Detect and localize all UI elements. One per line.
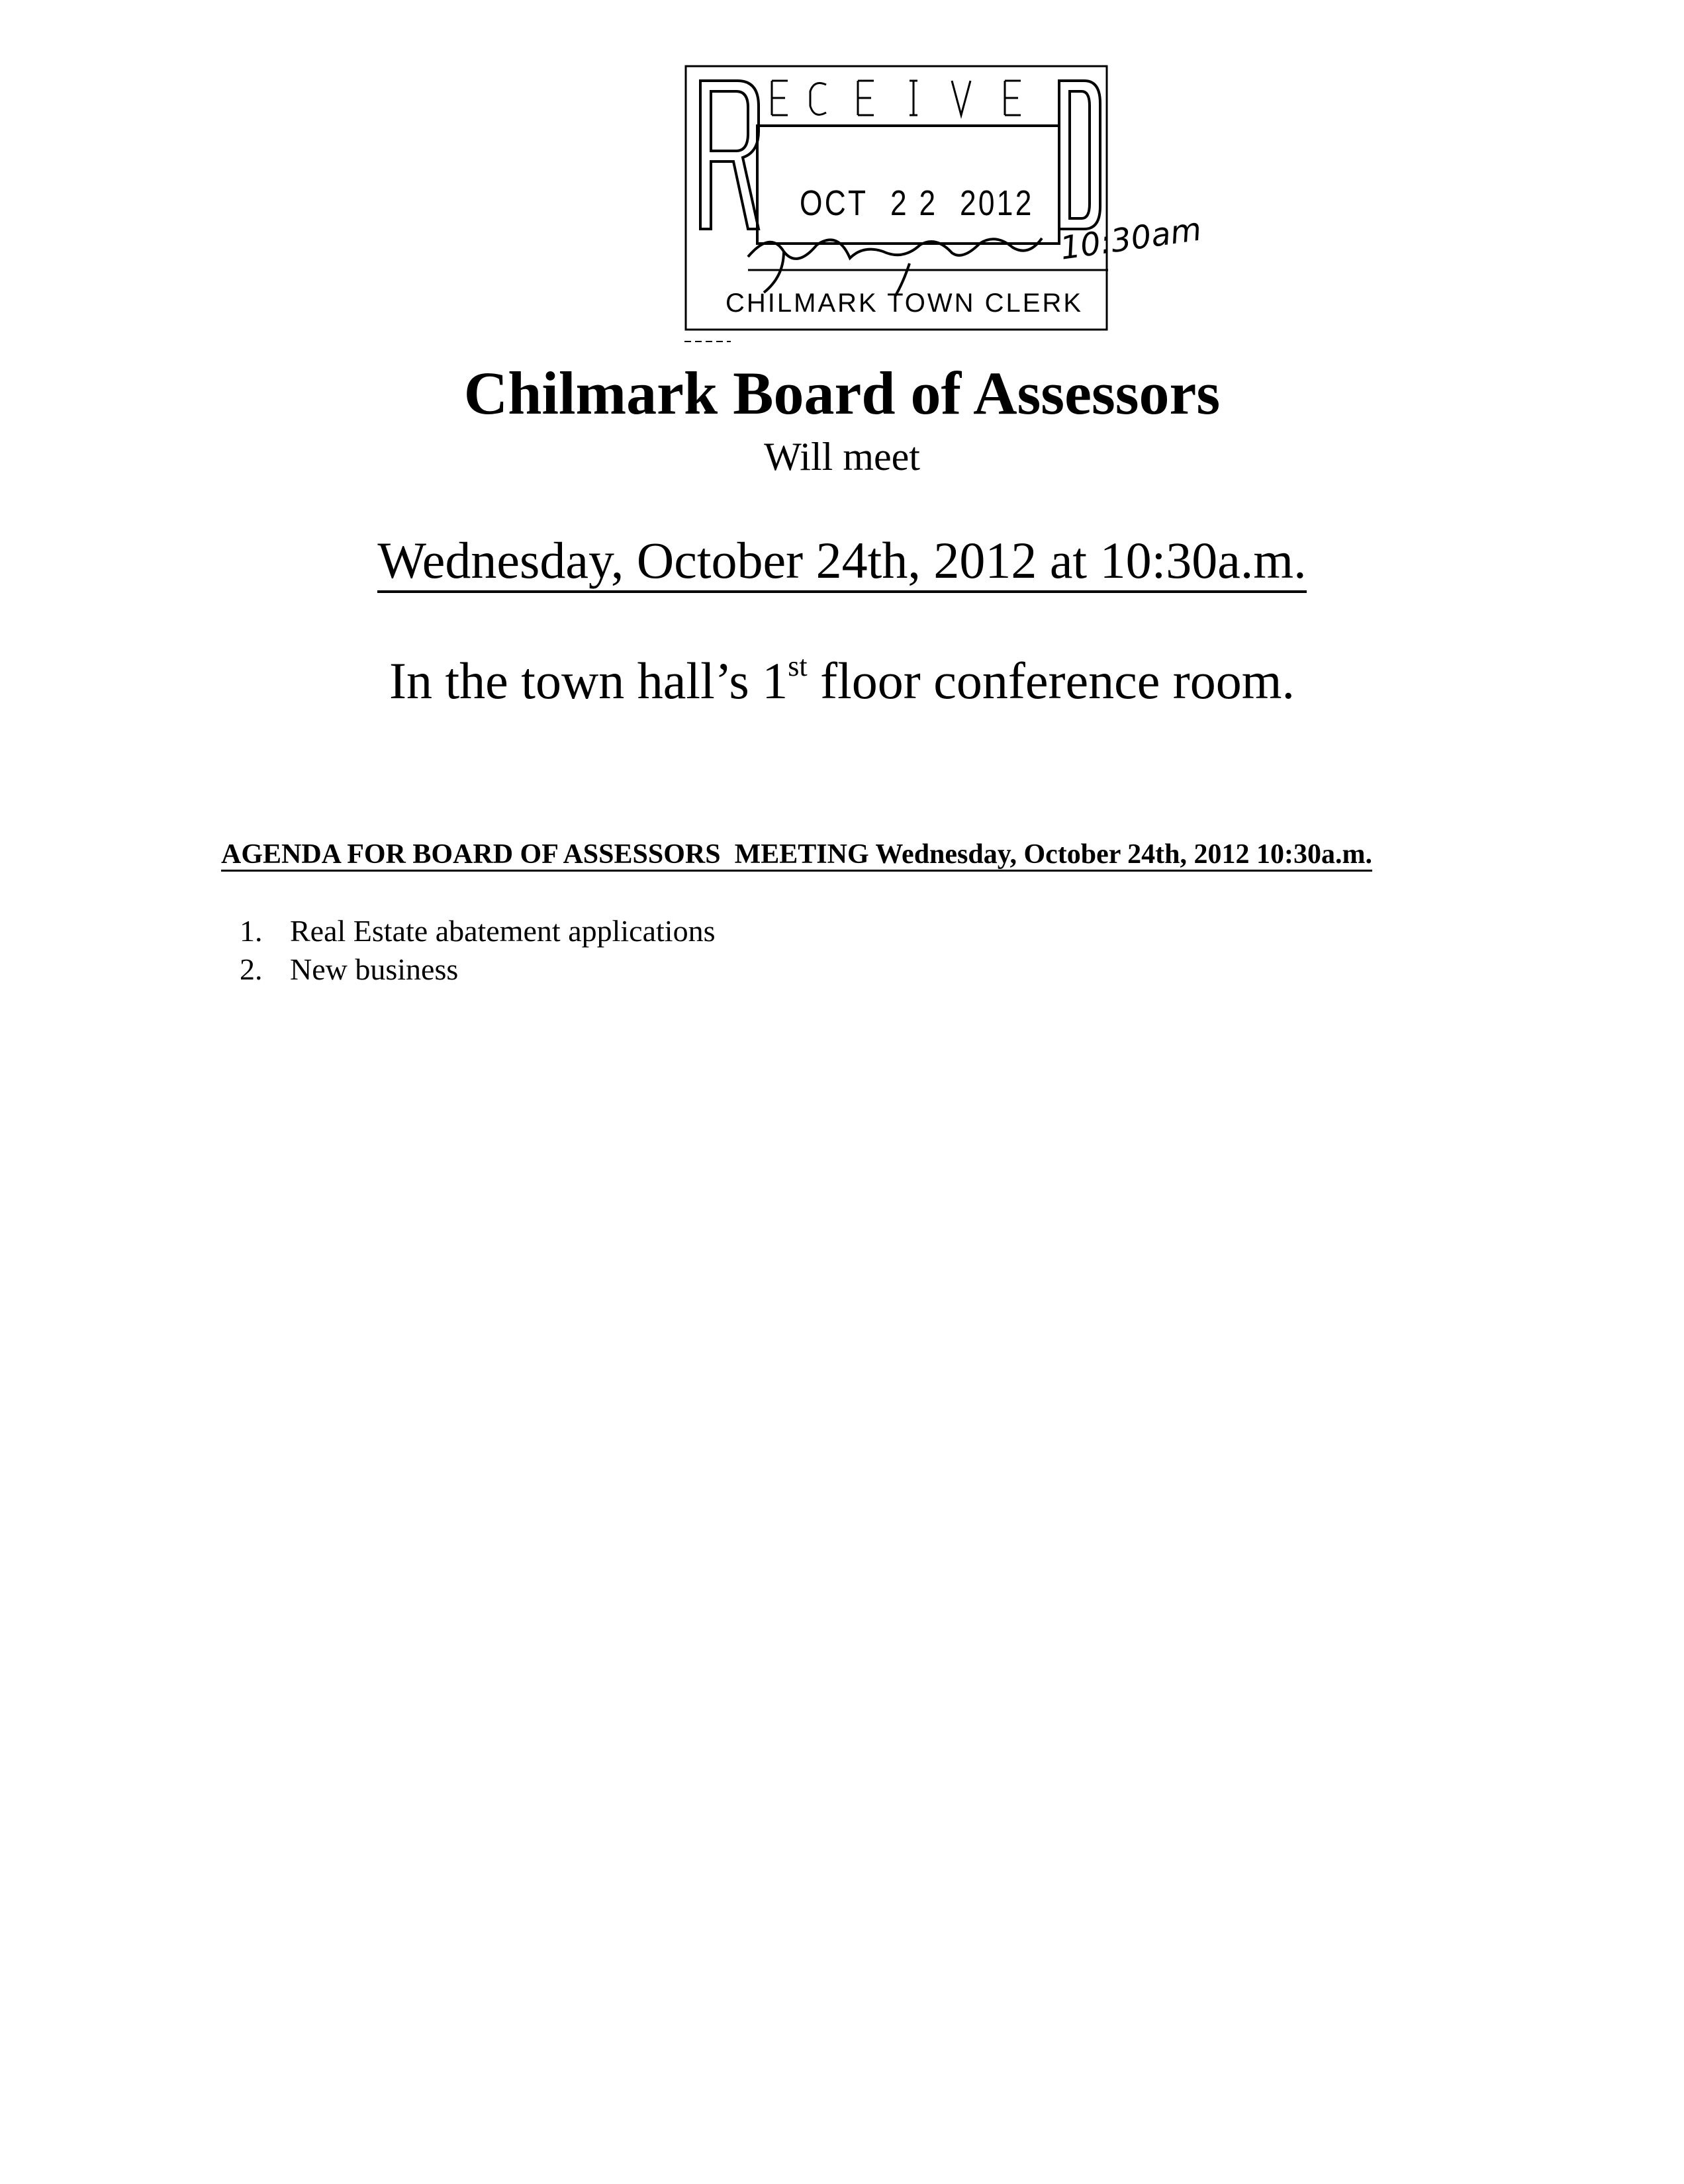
agenda-heading: AGENDA FOR BOARD OF ASSESSORS MEETING Wednesday, October 24th, 2012 10:30a.m. (221, 841, 1372, 872)
received-stamp (684, 65, 1204, 338)
stamp-letter-r (700, 81, 759, 229)
stamp-letters-top (772, 81, 1021, 115)
agenda-item (240, 950, 715, 989)
agenda-item-number: 1. (240, 914, 263, 948)
stamp-date-month: OCT (800, 183, 868, 223)
stamp-date-day: 2 2 (890, 183, 938, 223)
agenda-item-text: Real Estate abatement applications (290, 914, 716, 948)
stamp-clerk-label: CHILMARK TOWN CLERK (725, 289, 1084, 318)
handwritten-time: 10:30am (1058, 210, 1204, 267)
agenda-item-number: 2. (240, 952, 263, 986)
meeting-location (0, 650, 1684, 709)
meeting-datetime-text: Wednesday, October 24th, 2012 at 10:30a.m. (377, 531, 1306, 593)
location-text-after: floor conference room. (807, 652, 1295, 709)
stamp-date-year: 2012 (959, 183, 1034, 223)
page-subtitle: Will meet (764, 435, 920, 478)
agenda-item-text: New business (290, 952, 459, 986)
location-text-before: In the town hall’s 1 (389, 652, 788, 709)
signature (748, 238, 1042, 296)
meeting-datetime (0, 531, 1684, 589)
agenda-list (240, 912, 715, 989)
stamp-date (800, 183, 1046, 224)
agenda-item (240, 912, 715, 950)
page-title: Chilmark Board of Assessors (463, 359, 1221, 427)
stamp-letter-d (1059, 81, 1100, 229)
location-ordinal-suffix: st (788, 650, 808, 682)
